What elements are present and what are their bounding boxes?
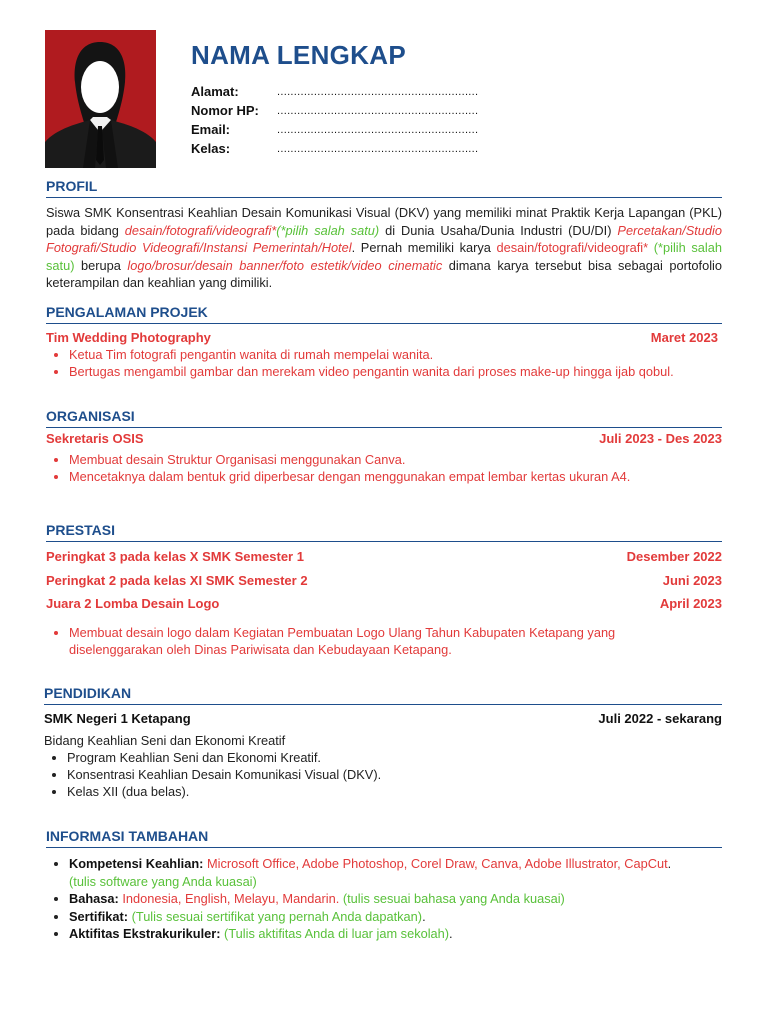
- section-organisasi: [46, 408, 722, 485]
- list-item: • Mencetaknya dalam bentuk grid diperbesar dengan menggunakan empat lembar kertas ukuran A4.: [69, 468, 722, 485]
- prestasi-date: Juni 2023: [662, 573, 722, 588]
- contact-value: ............................................................: [277, 123, 479, 136]
- list-item: • Sertifikat: (Tulis sesuai sertifikat yang pernah Anda dapatkan).: [69, 908, 722, 926]
- list-item: • Bertugas mengambil gambar dan merekam video pengantin wanita dari proses make-up hingga ijab qobul.: [69, 363, 722, 380]
- contact-label: Kelas:: [191, 141, 231, 156]
- pendidikan-item: [44, 711, 722, 726]
- contact-label: Nomor HP:: [191, 103, 259, 118]
- prestasi-date: Desember 2022: [626, 549, 722, 564]
- list-item: • Kelas XII (dua belas).: [67, 783, 722, 800]
- contact-value: ............................................................: [277, 85, 479, 98]
- section-pendidikan: [44, 685, 722, 800]
- list-item: • Membuat desain logo dalam Kegiatan Pembuatan Logo Ulang Tahun Kabupaten Ketapang yang diselenggarakan oleh Dinas Pariwisata dan Kebudayaan Ketapang.: [69, 624, 722, 658]
- list-item: • Membuat desain Struktur Organisasi menggunakan Canva.: [69, 451, 722, 468]
- prestasi-name: Juara 2 Lomba Desain Logo: [46, 596, 220, 611]
- pendidikan-field: Bidang Keahlian Seni dan Ekonomi Kreatif: [44, 733, 286, 748]
- section-title: PENGALAMAN PROJEK: [46, 304, 722, 324]
- organisasi-date: Juli 2023 - Des 2023: [599, 431, 722, 446]
- school-date: Juli 2022 - sekarang: [598, 711, 722, 726]
- section-prestasi: [46, 522, 722, 658]
- section-title: PRESTASI: [46, 522, 722, 542]
- prestasi-item: [46, 573, 722, 596]
- projek-date: Maret 2023: [650, 330, 718, 345]
- contact-phone: [191, 101, 478, 120]
- section-profil: [46, 178, 722, 292]
- organisasi-item: [46, 431, 722, 446]
- profil-text: Siswa SMK Konsentrasi Keahlian Desain Komunikasi Visual (DKV) yang memiliki minat Praktik Kerja Lapangan (PKL) pada bidang desain/fotografi/videografi*(*pilih salah satu) di Dunia Usaha/Dunia Industri (DU/DI) Percetakan/Studio Fotografi/Studio Videografi/Instansi Pemerintah/Hotel. Pernah memiliki karya desain/fotografi/videografi* (*pilih salah satu) berupa logo/brosur/desain banner/foto estetik/video cinematic dimana karya tersebut bisa sebagai portofolio keterampilan dan keahlian yang dimiliki.: [46, 205, 722, 291]
- prestasi-bullets: [46, 624, 722, 658]
- person-silhouette-icon: [45, 30, 156, 168]
- section-informasi-tambahan: [46, 828, 722, 943]
- projek-item: [46, 330, 722, 345]
- section-title: PROFIL: [46, 178, 722, 198]
- contact-value: ............................................................: [277, 104, 479, 117]
- contact-info: [191, 82, 478, 158]
- full-name: NAMA LENGKAP: [191, 40, 406, 70]
- contact-label: Alamat:: [191, 84, 239, 99]
- contact-value: ............................................................: [277, 142, 479, 155]
- projek-name: Tim Wedding Photography: [46, 330, 211, 345]
- school-name: SMK Negeri 1 Ketapang: [44, 711, 191, 726]
- contact-email: [191, 120, 478, 139]
- prestasi-item: [46, 549, 722, 573]
- section-projek: [46, 304, 722, 380]
- prestasi-item: [46, 596, 722, 616]
- list-item: • Aktifitas Ekstrakurikuler: (Tulis aktifitas Anda di luar jam sekolah).: [69, 925, 722, 943]
- prestasi-name: Peringkat 3 pada kelas X SMK Semester 1: [46, 549, 304, 564]
- info-list: [46, 855, 722, 943]
- organisasi-name: Sekretaris OSIS: [46, 431, 144, 446]
- section-title: ORGANISASI: [46, 408, 722, 428]
- list-item: • Konsentrasi Keahlian Desain Komunikasi Visual (DKV).: [67, 766, 722, 783]
- section-title: INFORMASI TAMBAHAN: [46, 828, 722, 848]
- list-item: • Program Keahlian Seni dan Ekonomi Kreatif.: [67, 749, 722, 766]
- prestasi-date: April 2023: [659, 596, 722, 611]
- section-title: PENDIDIKAN: [44, 685, 722, 705]
- list-item: • Ketua Tim fotografi pengantin wanita di rumah mempelai wanita.: [69, 346, 722, 363]
- prestasi-name: Peringkat 2 pada kelas XI SMK Semester 2: [46, 573, 308, 588]
- contact-label: Email:: [191, 122, 231, 137]
- projek-bullets: [46, 346, 722, 380]
- contact-address: [191, 82, 478, 101]
- list-item: • Bahasa: Indonesia, English, Melayu, Mandarin. (tulis sesuai bahasa yang Anda kuasai): [69, 890, 722, 908]
- list-item: • Kompetensi Keahlian: Microsoft Office, Adobe Photoshop, Corel Draw, Canva, Adobe Illustrator, CapCut. (tulis software yang Anda kuasai): [69, 855, 722, 890]
- pendidikan-bullets: [44, 749, 722, 800]
- organisasi-bullets: [46, 451, 722, 485]
- contact-class: [191, 139, 478, 158]
- profile-photo: [45, 30, 156, 168]
